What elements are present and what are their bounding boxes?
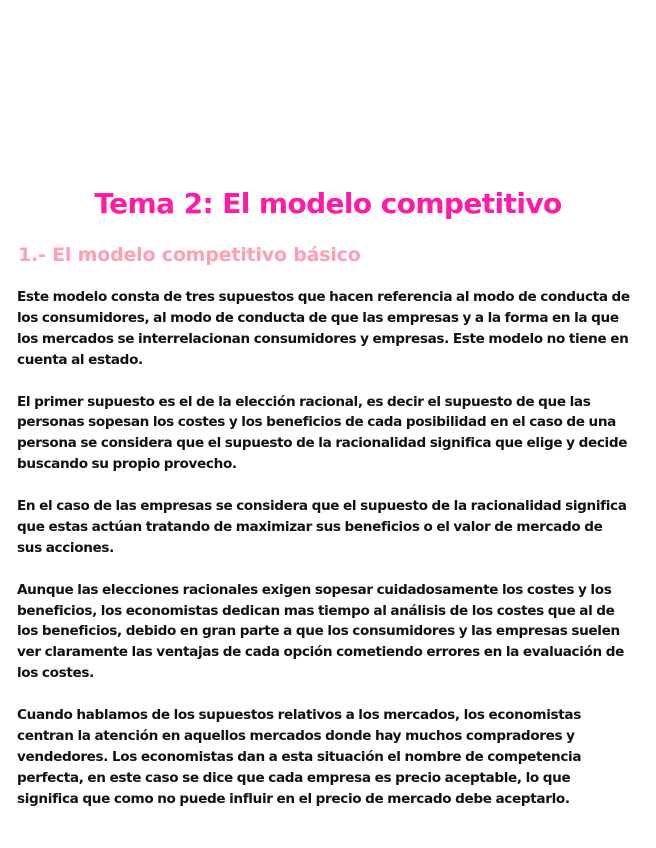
- body-text: [17, 287, 631, 810]
- paragraph: Cuando hablamos de los supuestos relativos a los mercados, los economistas centran la atención en aquellos mercados donde hay muchos compradores y vendedores. Los economistas dan a esta situación el nombre de competencia perfecta, en este caso se dice que cada empresa es precio aceptable, lo que significa que como no puede influir en el precio de mercado debe aceptarlo.: [17, 707, 582, 807]
- section-heading: 1.- El modelo competitivo básico: [18, 244, 361, 266]
- paragraph: En el caso de las empresas se considera que el supuesto de la racionalidad significa que estas actúan tratando de maximizar sus beneficios o el valor de mercado de sus acciones.: [17, 498, 627, 556]
- paragraph: El primer supuesto es el de la elección racional, es decir el supuesto de que las personas sopesan los costes y los beneficios de cada posibilidad en el caso de una persona se considera que el supuesto de la racionalidad significa que elige y decide buscando su propio provecho.: [17, 393, 628, 473]
- paragraph: Aunque las elecciones racionales exigen sopesar cuidadosamente los costes y los beneficios, los economistas dedican mas tiempo al análisis de los costes que al de los beneficios, debido en gran parte a que los consumidores y las empresas suelen ver claramente las ventajas de cada opción cometiendo errores en la evaluación de los costes.: [17, 581, 625, 682]
- paragraph: Este modelo consta de tres supuestos que hacen referencia al modo de conducta de los consumidores, al modo de conducta de que las empresas y a la forma en la que los mercados se interrelacionan consumidores y empresas. Este modelo no tiene en cuenta al estado.: [17, 289, 630, 368]
- page-title: Tema 2: El modelo competitivo: [94, 187, 562, 220]
